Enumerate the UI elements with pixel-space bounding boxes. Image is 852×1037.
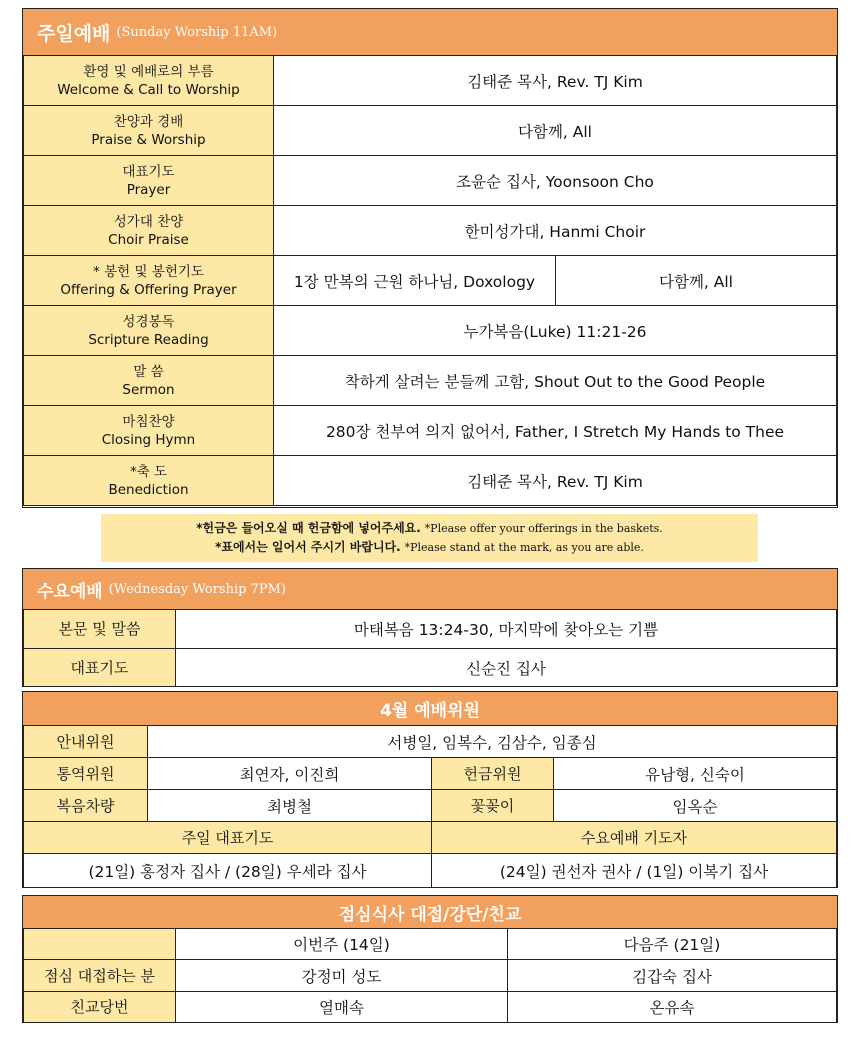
lunch-title: 점심식사 대접/강단/친교 xyxy=(338,904,522,925)
notice-line-1 xyxy=(101,519,758,538)
order-label-ko: *축 도 xyxy=(129,463,168,480)
sunday-prayer-label: 주일 대표기도 xyxy=(24,822,432,854)
wednesday-value: 마태복음 13:24-30, 마지막에 찾아오는 기쁨 xyxy=(176,610,837,649)
lunch-section xyxy=(22,895,838,1023)
sunday-prayer-value: (21일) 홍정자 집사 / (28일) 우세라 집사 xyxy=(24,854,432,888)
offering-notice xyxy=(101,514,758,562)
fellowship-next-week: 온유속 xyxy=(508,992,837,1023)
order-label-ko: 성가대 찬양 xyxy=(113,213,184,230)
order-label-en: Praise & Worship xyxy=(91,131,206,148)
order-label xyxy=(24,156,274,206)
wednesday-title: 수요예배 xyxy=(37,581,103,602)
offering-committee-label: 헌금위원 xyxy=(432,758,554,790)
sunday-worship-section xyxy=(22,8,838,508)
table-row xyxy=(24,758,837,790)
van-label: 복음차량 xyxy=(24,790,148,822)
order-label-en: Closing Hymn xyxy=(101,431,196,448)
order-label-en: Prayer xyxy=(126,181,171,198)
lunch-header xyxy=(23,896,837,928)
interpreter-label: 통역위원 xyxy=(24,758,148,790)
order-label-ko: 성경봉독 xyxy=(122,313,175,330)
order-label xyxy=(24,406,274,456)
van-value: 최병철 xyxy=(148,790,432,822)
table-row xyxy=(24,610,837,649)
april-title: 4월 예배위원 xyxy=(380,701,480,721)
lunch-host-this-week: 강정미 성도 xyxy=(176,960,508,992)
order-label-en: Scripture Reading xyxy=(88,331,209,348)
order-value: 착하게 살려는 분들께 고함, Shout Out to the Good People xyxy=(274,356,837,406)
order-label-ko: 마침찬양 xyxy=(122,413,175,430)
order-value: 다함께, All xyxy=(274,106,837,156)
table-row xyxy=(24,790,837,822)
notice-line-1-ko: *헌금은 들어오실 때 헌금함에 넣어주세요. xyxy=(196,521,421,535)
lunch-host-label: 점심 대접하는 분 xyxy=(24,960,176,992)
table-row xyxy=(24,854,837,888)
april-header xyxy=(23,692,837,725)
april-committee-section xyxy=(22,691,838,888)
table-row xyxy=(24,726,837,758)
order-label xyxy=(24,206,274,256)
offering-committee-value: 유남형, 신숙이 xyxy=(554,758,837,790)
sunday-order-table xyxy=(23,55,837,506)
order-label-en: Benediction xyxy=(108,481,189,498)
fellowship-this-week: 열매속 xyxy=(176,992,508,1023)
table-row xyxy=(24,992,837,1023)
lunch-host-next-week: 김갑숙 집사 xyxy=(508,960,837,992)
lunch-table xyxy=(23,928,837,1023)
order-label-ko: 말 씀 xyxy=(133,363,164,380)
order-value-secondary: 다함께, All xyxy=(556,256,837,306)
order-label-en: Choir Praise xyxy=(108,231,189,248)
order-label-ko: * 봉헌 및 봉헌기도 xyxy=(93,263,204,280)
wednesday-prayer-value: (24일) 권선자 권사 / (1일) 이복기 집사 xyxy=(432,854,837,888)
wednesday-label: 본문 및 말씀 xyxy=(24,610,176,649)
this-week-header: 이번주 (14일) xyxy=(176,929,508,960)
table-row xyxy=(24,156,837,206)
fellowship-duty-label: 친교당번 xyxy=(24,992,176,1023)
order-label-ko: 찬양과 경배 xyxy=(113,113,184,130)
table-row xyxy=(24,456,837,506)
order-value: 조윤순 집사, Yoonsoon Cho xyxy=(274,156,837,206)
order-label-en: Welcome & Call to Worship xyxy=(57,81,240,98)
notice-line-1-en: *Please offer your offerings in the baskets. xyxy=(424,522,663,535)
wednesday-table xyxy=(23,609,837,687)
table-row xyxy=(24,822,837,854)
order-label-en: Sermon xyxy=(122,381,175,398)
wednesday-subtitle: (Wednesday Worship 7PM) xyxy=(108,581,286,597)
table-row xyxy=(24,206,837,256)
order-value: 김태준 목사, Rev. TJ Kim xyxy=(274,56,837,106)
order-value: 김태준 목사, Rev. TJ Kim xyxy=(274,456,837,506)
table-row xyxy=(24,256,837,306)
order-label xyxy=(24,56,274,106)
order-label-en: Offering & Offering Prayer xyxy=(60,281,237,298)
order-label xyxy=(24,356,274,406)
next-week-header: 다음주 (21일) xyxy=(508,929,837,960)
notice-line-2-ko: *표에서는 일어서 주시기 바랍니다. xyxy=(215,540,401,554)
flower-label: 꽃꽂이 xyxy=(432,790,554,822)
flower-value: 임옥순 xyxy=(554,790,837,822)
table-row xyxy=(24,960,837,992)
sunday-title: 주일예배 xyxy=(37,22,111,45)
wednesday-label: 대표기도 xyxy=(24,649,176,687)
table-row xyxy=(24,106,837,156)
table-row xyxy=(24,306,837,356)
notice-line-2 xyxy=(101,538,758,557)
sunday-subtitle: (Sunday Worship 11AM) xyxy=(116,24,278,40)
table-row xyxy=(24,929,837,960)
usher-value: 서병일, 임복수, 김삼수, 임종심 xyxy=(148,726,837,758)
wednesday-header xyxy=(23,569,837,609)
interpreter-value: 최연자, 이진희 xyxy=(148,758,432,790)
lunch-corner-cell xyxy=(24,929,176,960)
order-label-ko: 환영 및 예배로의 부름 xyxy=(83,63,214,80)
april-table xyxy=(23,725,837,888)
table-row xyxy=(24,406,837,456)
order-value: 한미성가대, Hanmi Choir xyxy=(274,206,837,256)
table-row xyxy=(24,649,837,687)
order-label-ko: 대표기도 xyxy=(122,163,175,180)
order-label xyxy=(24,306,274,356)
table-row xyxy=(24,56,837,106)
wednesday-worship-section xyxy=(22,568,838,687)
order-label xyxy=(24,256,274,306)
order-label xyxy=(24,106,274,156)
wednesday-value: 신순진 집사 xyxy=(176,649,837,687)
order-value: 280장 천부여 의지 없어서, Father, I Stretch My Hands to Thee xyxy=(274,406,837,456)
order-value: 누가복음(Luke) 11:21-26 xyxy=(274,306,837,356)
order-value: 1장 만복의 근원 하나님, Doxology xyxy=(274,256,556,306)
table-row xyxy=(24,356,837,406)
notice-line-2-en: *Please stand at the mark, as you are able. xyxy=(404,541,644,554)
usher-label: 안내위원 xyxy=(24,726,148,758)
order-label xyxy=(24,456,274,506)
sunday-header xyxy=(23,9,837,55)
wednesday-prayer-label: 수요예배 기도자 xyxy=(432,822,837,854)
